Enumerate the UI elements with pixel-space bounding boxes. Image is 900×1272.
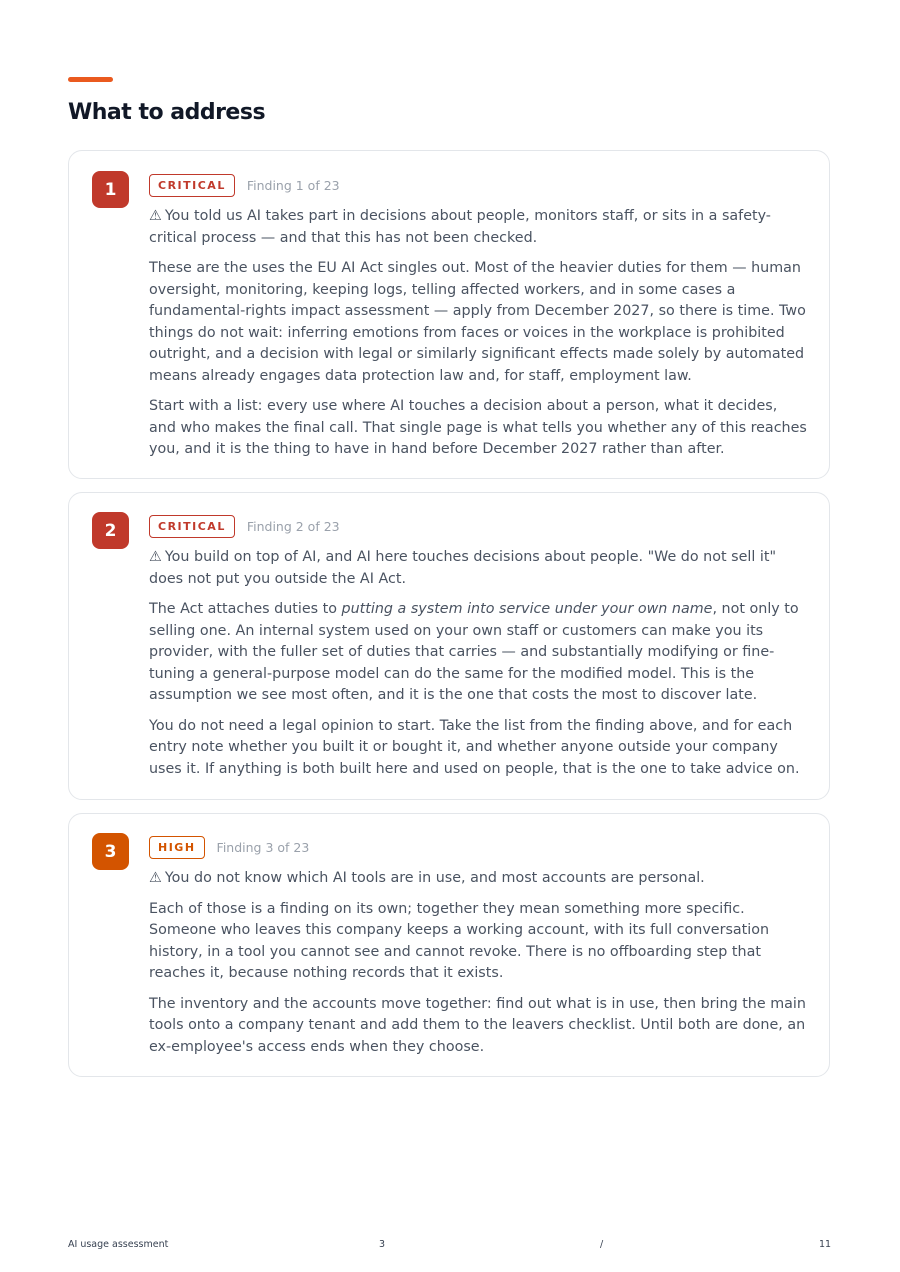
footer-page-total: 11 bbox=[819, 1239, 832, 1250]
severity-badge: CRITICAL bbox=[149, 515, 235, 538]
warning-icon: ⚠ bbox=[149, 208, 162, 224]
accent-bar bbox=[68, 77, 113, 82]
footer-page-current: 3 bbox=[379, 1239, 386, 1250]
severity-badge: HIGH bbox=[149, 836, 205, 859]
finding-card-1 bbox=[68, 150, 830, 479]
warning-text: You do not know which AI tools are in use, and most accounts are personal. bbox=[164, 870, 705, 886]
finding-recommendation: You do not need a legal opinion to start. Take the list from the finding above, and for each entry note whether you built it or bought it, and whether anyone outside your company uses it. If anything is both built here and used on people, that is the one to take advice on. bbox=[149, 717, 800, 777]
footer-page-separator: / bbox=[600, 1239, 604, 1250]
warning-text: You told us AI takes part in decisions about people, monitors staff, or sits in a safety-critical process — and that this has not been checked. bbox=[149, 208, 771, 246]
warning-statement bbox=[149, 547, 807, 590]
warning-text: You build on top of AI, and AI here touches decisions about people. "We do not sell it" does not put you outside the AI Act. bbox=[149, 549, 777, 587]
finding-explanation: Each of those is a finding on its own; together they mean something more specific. Someone who leaves this company keeps a working account, with its full conversation history, in a tool you cannot see and cannot revoke. There is no offboarding step that reaches it, because nothing records that it exists. bbox=[149, 900, 770, 981]
finding-label: Finding 1 of 23 bbox=[246, 178, 340, 193]
finding-number-badge: 2 bbox=[92, 512, 129, 549]
page-title: What to address bbox=[68, 100, 266, 125]
finding-recommendation: The inventory and the accounts move together: find out what is in use, then bring the main tools onto a company tenant and add them to the leavers checklist. Until both are done, an ex-employee's access ends when they choose. bbox=[149, 995, 806, 1055]
finding-number-badge: 3 bbox=[92, 833, 129, 870]
finding-label: Finding 2 of 23 bbox=[246, 519, 340, 534]
explanation-prefix: The Act attaches duties to bbox=[149, 601, 342, 617]
warning-icon: ⚠ bbox=[149, 870, 162, 886]
finding-recommendation: Start with a list: every use where AI touches a decision about a person, what it decides, and who makes the final call. That single page is what tells you whether any of this reaches you, and it is the thing to have in hand before December 2027 rather than after. bbox=[149, 398, 807, 457]
finding-card-3 bbox=[68, 813, 830, 1077]
explanation-emphasis: putting a system into service under your own name bbox=[341, 601, 713, 617]
finding-label: Finding 3 of 23 bbox=[216, 840, 310, 855]
finding-explanation: These are the uses the EU AI Act singles out. Most of the heavier duties for them — human oversight, monitoring, keeping logs, telling affected workers, and in some cases a fundamental-rights impact assessment — apply from December 2027, so there is time. Two things do not wait: inferring emotions from faces or voices in the workplace is prohibited outright, and a decision with legal or similarly significant effects made solely by automated means already engages data protection law and, for staff, employment law. bbox=[149, 260, 806, 384]
warning-icon: ⚠ bbox=[149, 549, 162, 565]
explanation-suffix: , not only to selling one. An internal system used on your own staff or customers can make you its provider, with the fuller set of duties that carries — and substantially modifying or fine-tuning a general-purpose model can do the same for the modified model. This is the assumption we see most often, and it is the one that costs the most to discover late. bbox=[149, 601, 799, 703]
finding-meta bbox=[149, 836, 807, 859]
finding-card-2 bbox=[68, 492, 830, 800]
finding-number-badge: 1 bbox=[92, 171, 129, 208]
warning-statement bbox=[149, 868, 807, 890]
finding-meta bbox=[149, 174, 807, 197]
severity-badge: CRITICAL bbox=[149, 174, 235, 197]
footer-document-name: AI usage assessment bbox=[68, 1239, 169, 1250]
finding-meta bbox=[149, 515, 807, 538]
finding-explanation bbox=[149, 599, 807, 707]
warning-statement bbox=[149, 206, 807, 249]
